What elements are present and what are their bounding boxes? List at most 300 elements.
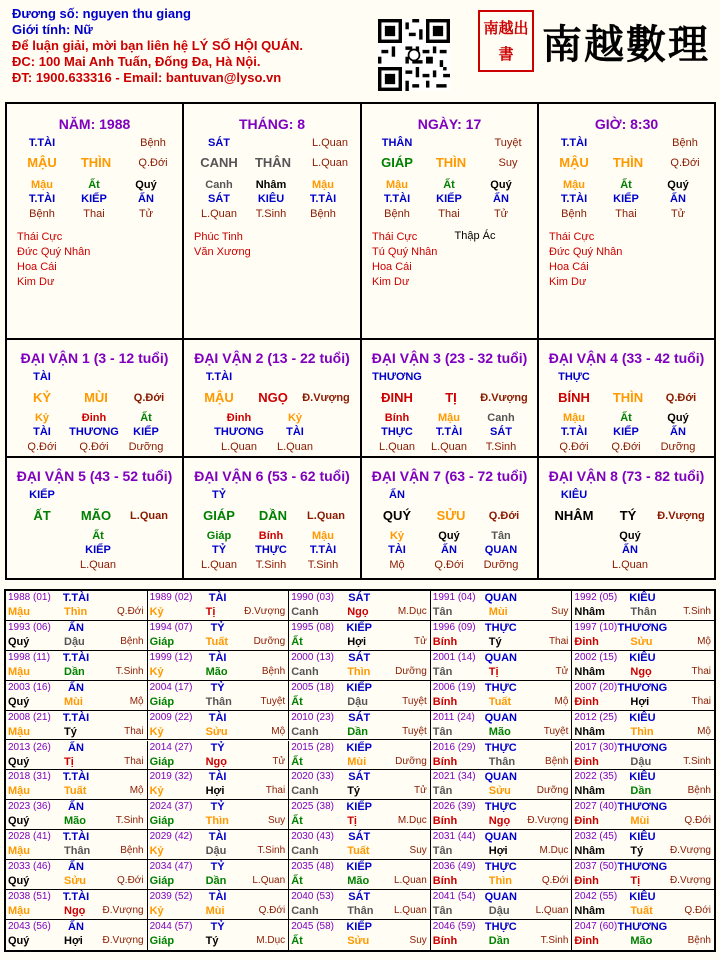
year-stem: Ất <box>291 875 303 888</box>
dai-van-branch: DẦN <box>258 508 288 523</box>
year-life-stage: Q.Đới <box>684 815 711 827</box>
dai-van-branch: NGỌ <box>258 390 288 405</box>
dai-van-box <box>7 458 184 578</box>
year-stem: Mậu <box>8 665 30 678</box>
dai-van-hidden-life-stage: Q.Đới <box>27 441 57 453</box>
earthly-branch: THÌN <box>435 155 467 170</box>
dai-van-ten-god: KIẾP <box>29 489 55 501</box>
dai-van-hidden-ten-god: T.TÀI <box>560 426 588 438</box>
year-cell <box>6 860 148 890</box>
star-name: Thái Cực <box>17 231 63 243</box>
dai-van-stem: NHÂM <box>554 508 594 523</box>
year-life-stage: Tử <box>413 635 427 647</box>
year-label: 2003 (16) <box>8 681 51 693</box>
year-cell <box>148 711 290 741</box>
year-life-stage: Tử <box>555 665 569 677</box>
year-ten-god: ẤN <box>68 741 84 754</box>
year-cell <box>289 711 431 741</box>
year-life-stage: T.Sinh <box>683 606 711 617</box>
year-life-stage: Thai <box>548 635 569 647</box>
year-label: 2041 (54) <box>432 891 476 902</box>
dai-van-life-stage: Q.Đới <box>488 510 520 522</box>
special-stars <box>194 230 251 260</box>
dai-van-title: ĐẠI VẬN 6 (53 - 62 tuổi) <box>194 468 350 484</box>
year-life-stage: Q.Đới <box>117 606 144 617</box>
year-branch: Mão <box>205 665 228 678</box>
dai-van-hidden-life-stage: L.Quan <box>378 441 416 453</box>
year-stem: Giáp <box>149 695 175 708</box>
year-cell <box>148 890 290 920</box>
year-ten-god: T.TÀI <box>62 592 90 604</box>
year-label: 2046 (59) <box>432 920 476 932</box>
year-stem: Tân <box>432 905 453 917</box>
year-cell <box>572 651 714 681</box>
year-ten-god: SÁT <box>348 651 371 664</box>
year-branch: Tị <box>630 875 641 888</box>
year-life-stage: Dưỡng <box>395 755 427 767</box>
year-cell <box>148 800 290 830</box>
dai-van-ten-god: TÀI <box>33 371 51 383</box>
dai-van-stem: GIÁP <box>203 508 235 523</box>
dai-van-hidden-stem: Quý <box>438 530 460 542</box>
dai-van-hidden-life-stage: L.Quan <box>430 441 468 453</box>
year-branch: Ngọ <box>630 665 652 678</box>
year-cell <box>6 741 148 771</box>
year-branch: Tị <box>64 755 74 768</box>
heavenly-stem: MẬU <box>27 155 57 170</box>
life-stage-branch: Suy <box>498 157 518 169</box>
year-stem: Canh <box>291 785 319 798</box>
year-ten-god: T.TÀI <box>62 711 90 724</box>
year-stem: Mậu <box>8 845 30 858</box>
hidden-life-stage: Bệnh <box>561 208 587 220</box>
year-label: 2005 (18) <box>291 681 334 693</box>
year-life-stage: T.Sinh <box>683 755 711 767</box>
year-label: 2024 (37) <box>149 801 193 813</box>
year-ten-god: SÁT <box>348 771 371 784</box>
year-label: 2010 (23) <box>291 711 334 723</box>
year-cell <box>572 681 714 711</box>
year-label: 2008 (21) <box>8 711 51 723</box>
dai-van-hidden-ten-god: QUAN <box>484 544 518 556</box>
hidden-life-stage: Tử <box>670 208 686 220</box>
dai-van-hidden-ten-god: T.TÀI <box>309 544 337 556</box>
dai-van-hidden-ten-god: KIẾP <box>85 544 111 556</box>
dai-van-hidden-stem: Bính <box>258 530 284 542</box>
dai-van-box <box>184 458 362 578</box>
year-ten-god: KIẾP <box>346 920 373 933</box>
year-ten-god: KIÊU <box>629 891 656 903</box>
year-cell <box>431 800 573 830</box>
dai-van-hidden-life-stage: L.Quan <box>200 559 238 571</box>
year-stem: Bính <box>432 934 458 947</box>
hidden-life-stage: Bệnh <box>384 208 410 220</box>
life-stage-stem: Bệnh <box>672 137 698 149</box>
year-cell <box>431 681 573 711</box>
year-cell <box>289 770 431 800</box>
dai-van-hidden-ten-god: ẤN <box>622 544 638 556</box>
hidden-life-stage: Thai <box>615 208 637 220</box>
year-ten-god: TÀI <box>208 771 227 784</box>
year-branch: Thân <box>205 695 232 708</box>
dai-van-life-stage: Đ.Vượng <box>480 392 528 404</box>
year-label: 1988 (01) <box>8 592 51 603</box>
lyso-logo <box>478 8 710 74</box>
dai-van-branch: MÙI <box>84 390 108 405</box>
dai-van-hidden-stem: Quý <box>619 530 641 542</box>
year-branch: Tý <box>630 845 644 858</box>
dai-van-hidden-life-stage: Q.Đới <box>611 441 641 453</box>
year-branch: Hợi <box>347 635 367 648</box>
year-branch: Thìn <box>64 606 88 618</box>
year-label: 1996 (09) <box>432 621 476 633</box>
year-life-stage: Mộ <box>697 635 711 647</box>
year-ten-god: ẤN <box>68 621 84 634</box>
hidden-ten-god: ẤN <box>493 193 509 205</box>
year-stem: Mậu <box>8 606 30 618</box>
pillar-title: NĂM: 1988 <box>58 116 131 132</box>
year-cell <box>148 681 290 711</box>
contact-line: Để luận giải, mời bạn liên hệ LÝ SỐ HỘI QUÁN. <box>12 38 303 53</box>
year-label: 2042 (55) <box>574 891 618 902</box>
dai-van-hidden-stem: Ất <box>620 412 632 424</box>
dai-van-ten-god: ẤN <box>389 489 405 501</box>
dai-van-ten-god: KIÊU <box>560 489 588 501</box>
year-branch: Tý <box>347 785 361 798</box>
year-branch: Mão <box>630 934 653 947</box>
logo-text: 南越數理 <box>542 20 710 68</box>
year-stem: Ất <box>291 815 303 828</box>
dai-van-hidden-ten-god: THƯƠNG <box>214 426 264 438</box>
year-life-stage: T.Sinh <box>540 934 569 946</box>
year-life-stage: Q.Đới <box>258 905 286 916</box>
year-life-stage: Suy <box>409 934 427 946</box>
year-life-stage: Dưỡng <box>253 635 286 647</box>
hidden-life-stage: Thai <box>83 208 105 220</box>
year-label: 1989 (02) <box>149 592 193 603</box>
year-branch: Thân <box>630 606 657 618</box>
year-label: 2023 (36) <box>8 801 51 813</box>
year-ten-god: QUAN <box>484 831 517 844</box>
year-label: 2034 (47) <box>149 861 193 873</box>
year-stem: Bính <box>432 815 458 828</box>
year-branch: Mão <box>347 875 370 888</box>
ten-god-stem: SÁT <box>208 137 230 149</box>
year-ten-god: QUAN <box>484 891 517 903</box>
year-cell <box>148 830 290 860</box>
year-label: 2047 (60) <box>574 920 618 932</box>
year-ten-god: T.TÀI <box>62 651 90 664</box>
year-branch: Hợi <box>64 934 83 947</box>
hidden-stem: Quý <box>135 179 157 191</box>
year-stem: Kỷ <box>149 606 164 618</box>
year-life-stage: Bệnh <box>545 755 569 767</box>
dai-van-hidden-stem: Tân <box>491 530 511 542</box>
special-star-extra: Thập Ác <box>454 230 496 242</box>
year-life-stage: Dưỡng <box>536 785 569 797</box>
hidden-life-stage: Bệnh <box>310 208 336 220</box>
year-life-stage: Đ.Vượng <box>244 606 286 617</box>
year-label: 2040 (53) <box>291 891 334 902</box>
year-cell <box>431 920 573 950</box>
hidden-stem: Ất <box>443 179 455 191</box>
year-ten-god: THƯƠNG <box>617 681 668 694</box>
dai-van-ten-god: TỶ <box>211 489 227 501</box>
year-branch: Sửu <box>64 875 87 888</box>
year-stem: Nhâm <box>574 725 605 738</box>
year-cell <box>6 591 148 621</box>
star-name: Phúc Tinh <box>194 231 243 243</box>
year-label: 2033 (46) <box>8 861 51 873</box>
life-stage-branch: Q.Đới <box>138 157 168 169</box>
year-branch: Thìn <box>488 875 513 888</box>
year-branch: Dậu <box>630 755 652 768</box>
year-stem: Bính <box>432 695 458 708</box>
year-stem: Quý <box>8 635 30 648</box>
year-stem: Kỷ <box>149 725 164 738</box>
hidden-ten-god: KIÊU <box>257 193 285 205</box>
dai-van-branch: TÝ <box>619 508 637 523</box>
hidden-life-stage: L.Quan <box>200 208 238 220</box>
year-stem: Nhâm <box>574 905 605 917</box>
year-ten-god: THƯƠNG <box>617 920 668 933</box>
dai-van-title: ĐẠI VẬN 5 (43 - 52 tuổi) <box>16 468 173 484</box>
dai-van-hidden-ten-god: TÀI <box>286 426 304 438</box>
earthly-branch: THÌN <box>612 155 644 170</box>
year-stem: Kỷ <box>149 905 164 917</box>
year-life-stage: Thai <box>124 725 144 737</box>
year-branch: Ngọ <box>488 815 511 828</box>
year-branch: Tý <box>205 934 219 947</box>
year-label: 2025 (38) <box>291 801 334 813</box>
year-cell <box>289 890 431 920</box>
year-ten-god: KIÊU <box>629 651 656 664</box>
year-branch: Mùi <box>347 755 367 768</box>
year-ten-god: TÀI <box>208 711 227 724</box>
year-branch: Tý <box>488 635 502 648</box>
year-ten-god: THƯƠNG <box>617 741 668 754</box>
year-branch: Thìn <box>347 665 371 678</box>
year-cell <box>431 651 573 681</box>
year-branch: Hợi <box>630 695 650 708</box>
year-life-stage: Bệnh <box>120 845 144 857</box>
star-name: Kim Dư <box>372 276 410 288</box>
dai-van-hidden-stem: Mậu <box>438 412 460 424</box>
year-life-stage: Tuyệt <box>402 725 427 737</box>
year-ten-god: KIẾP <box>346 861 373 874</box>
year-branch: Ngọ <box>205 755 227 768</box>
year-stem: Canh <box>291 845 319 858</box>
year-branch: Tuất <box>205 635 228 648</box>
year-life-stage: Tuyệt <box>260 695 286 707</box>
dai-van-stem: ĐINH <box>381 390 413 405</box>
year-ten-god: KIẾP <box>346 621 373 634</box>
year-ten-god: THƯƠNG <box>617 621 668 634</box>
year-life-stage: T.Sinh <box>257 845 286 857</box>
dai-van-stem: QUÝ <box>382 508 412 523</box>
hidden-ten-god: ẤN <box>138 193 154 205</box>
year-branch: Dần <box>347 725 368 738</box>
year-ten-god: KIẾP <box>346 801 373 814</box>
year-stem: Đinh <box>574 934 599 947</box>
year-life-stage: Q.Đới <box>541 875 569 887</box>
year-life-stage: M.Dục <box>539 845 569 857</box>
dai-van-hidden-ten-god: KIẾP <box>613 426 639 438</box>
dai-van-box <box>7 340 184 458</box>
hidden-ten-god: T.TÀI <box>383 193 411 205</box>
year-ten-god: THƯƠNG <box>617 861 668 874</box>
year-label: 2035 (48) <box>291 861 334 873</box>
year-stem: Giáp <box>149 755 175 768</box>
year-life-stage: Suy <box>551 606 569 617</box>
year-stem: Nhâm <box>574 785 605 798</box>
year-branch: Tuất <box>347 845 370 858</box>
gender: Giới tính: Nữ <box>12 22 93 37</box>
year-stem: Nhâm <box>574 606 605 618</box>
year-branch: Dần <box>630 785 652 798</box>
year-label: 2036 (49) <box>432 861 476 873</box>
year-branch: Dậu <box>488 905 510 917</box>
hidden-life-stage: Tử <box>138 208 154 220</box>
year-cell <box>6 681 148 711</box>
hidden-ten-god: ẤN <box>670 193 686 205</box>
year-branch: Hợi <box>205 785 225 798</box>
year-stem: Ất <box>291 695 303 708</box>
dai-van-hidden-life-stage: T.Sinh <box>485 441 517 453</box>
year-ten-god: TỶ <box>210 920 225 933</box>
hidden-stem: Ất <box>88 179 100 191</box>
year-life-stage: Đ.Vượng <box>669 875 711 887</box>
life-stage-branch: Q.Đới <box>670 157 700 169</box>
dai-van-title: ĐẠI VẬN 7 (63 - 72 tuổi) <box>371 468 528 484</box>
year-cell <box>6 890 148 920</box>
year-branch: Mão <box>64 815 86 828</box>
hidden-ten-god: T.TÀI <box>28 193 56 205</box>
year-life-stage: Tử <box>413 785 427 797</box>
earthly-branch: THÂN <box>254 155 292 170</box>
year-life-stage: M.Dục <box>256 934 286 946</box>
year-stem: Bính <box>432 875 458 888</box>
year-cell <box>289 621 431 651</box>
dai-van-hidden-life-stage: Dưỡng <box>483 559 519 571</box>
year-life-stage: L.Quan <box>393 875 427 887</box>
life-stage-stem: Tuyệt <box>494 137 522 149</box>
year-cell <box>6 711 148 741</box>
dai-van-life-stage: Đ.Vượng <box>657 510 705 522</box>
year-stem: Ất <box>291 635 303 648</box>
year-label: 2013 (26) <box>8 741 51 753</box>
year-cell <box>289 741 431 771</box>
year-branch: Tị <box>347 815 357 828</box>
hidden-ten-god: KIẾP <box>613 193 639 205</box>
year-label: 2015 (28) <box>291 741 334 753</box>
star-name: Đức Quý Nhân <box>17 246 91 258</box>
year-stem: Đinh <box>574 875 599 888</box>
year-life-stage: Bệnh <box>120 635 144 647</box>
year-stem: Tân <box>432 606 453 618</box>
star-name: Hoa Cái <box>17 261 57 273</box>
year-cell <box>148 770 290 800</box>
year-stem: Đinh <box>574 635 599 648</box>
year-ten-god: QUAN <box>484 651 517 664</box>
dai-van-hidden-life-stage: L.Quan <box>611 559 649 571</box>
dai-van-title: ĐẠI VẬN 1 (3 - 12 tuổi) <box>20 350 169 366</box>
year-ten-god: ẤN <box>68 861 84 874</box>
year-stem: Giáp <box>149 815 175 828</box>
year-stem: Ất <box>291 934 303 947</box>
year-cell <box>6 651 148 681</box>
year-cell <box>431 890 573 920</box>
year-cell <box>431 591 573 621</box>
year-life-stage: Đ.Vượng <box>527 815 569 827</box>
year-ten-god: ẤN <box>68 801 84 814</box>
year-label: 2039 (52) <box>149 891 193 902</box>
dai-van-hidden-life-stage: Mộ <box>389 559 405 571</box>
year-label: 2043 (56) <box>8 920 51 932</box>
dai-van-hidden-ten-god: SÁT <box>490 426 512 438</box>
year-life-stage: Thai <box>124 755 144 767</box>
year-label: 1997 (10) <box>574 621 618 633</box>
year-label: 1993 (06) <box>8 621 51 633</box>
dai-van-branch: TỊ <box>445 390 457 405</box>
dai-van-stem: KỶ <box>32 390 52 405</box>
dai-van-hidden-stem: Ất <box>140 412 152 424</box>
dai-van-hidden-life-stage: Q.Đới <box>559 441 589 453</box>
year-cell <box>6 830 148 860</box>
chart-main <box>5 102 716 580</box>
year-label: 2044 (57) <box>149 920 193 932</box>
owner-name: Đương số: nguyen thu giang <box>12 6 191 21</box>
year-life-stage: Q.Đới <box>117 875 144 887</box>
hidden-life-stage: T.Sinh <box>255 208 287 220</box>
dai-van-hidden-life-stage: L.Quan <box>79 559 117 571</box>
star-name: Kim Dư <box>549 276 587 288</box>
year-label: 2030 (43) <box>291 831 334 843</box>
year-ten-god: KIÊU <box>629 771 656 784</box>
year-cell <box>431 621 573 651</box>
year-cell <box>289 651 431 681</box>
year-stem: Nhâm <box>574 665 605 678</box>
year-ten-god: T.TÀI <box>62 831 90 844</box>
hidden-stem: Nhâm <box>255 179 287 191</box>
year-branch: Dậu <box>64 635 85 648</box>
year-stem: Tân <box>432 665 453 678</box>
hidden-ten-god: T.TÀI <box>309 193 337 205</box>
ten-god-stem: THÂN <box>381 137 413 149</box>
year-ten-god: KIÊU <box>629 711 656 724</box>
year-branch: Ngọ <box>64 905 86 917</box>
year-branch: Dậu <box>347 695 368 708</box>
year-label: 2026 (39) <box>432 801 476 813</box>
year-ten-god: KIÊU <box>629 831 656 844</box>
year-ten-god: SÁT <box>348 711 371 724</box>
year-ten-god: TÀI <box>208 651 227 664</box>
year-cell <box>431 741 573 771</box>
hidden-life-stage: Thai <box>438 208 460 220</box>
year-life-stage: Đ.Vượng <box>102 934 144 946</box>
year-stem: Tân <box>432 845 453 858</box>
dai-van-hidden-ten-god: TÀI <box>33 426 51 438</box>
year-branch: Dần <box>205 875 227 888</box>
hidden-stem: Mậu <box>386 179 408 191</box>
dai-van-hidden-ten-god: TÀI <box>388 544 406 556</box>
dai-van-life-stage: Q.Đới <box>665 392 697 404</box>
year-cell <box>289 920 431 950</box>
dai-van-hidden-stem: Bính <box>384 412 410 424</box>
year-label: 2045 (58) <box>291 920 334 932</box>
year-life-stage: M.Dục <box>397 606 427 617</box>
dai-van-hidden-life-stage: T.Sinh <box>307 559 339 571</box>
